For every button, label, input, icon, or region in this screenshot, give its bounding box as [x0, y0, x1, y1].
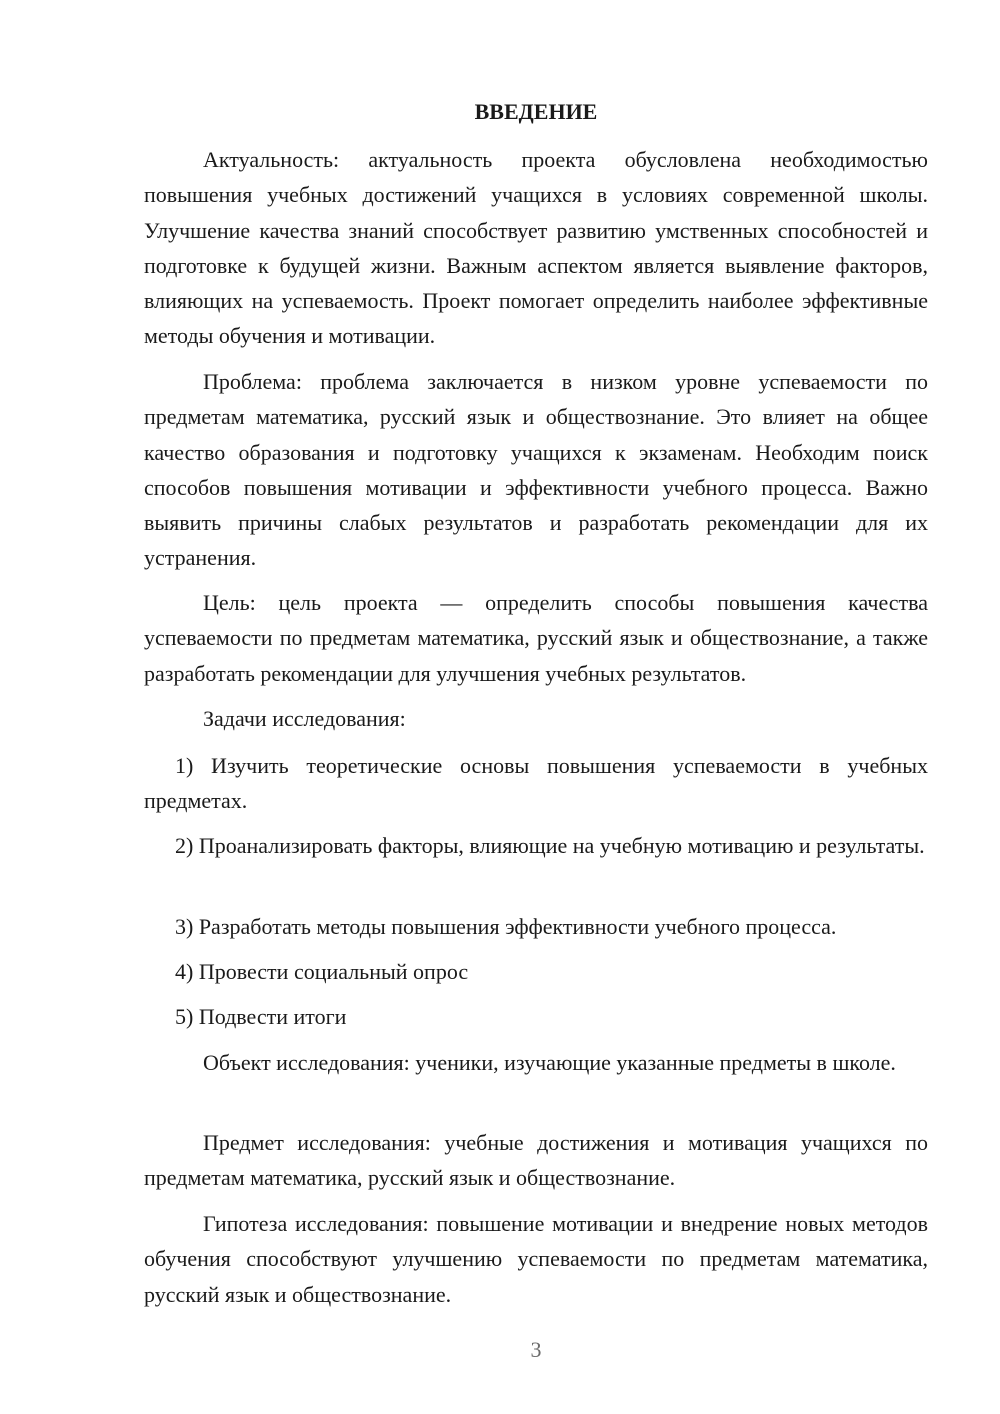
task-item: 1) Изучить теоретические основы повышения успеваемости в учебных предметах.: [144, 753, 928, 814]
hypothesis-paragraph: Гипотеза исследования: повышение мотивации и внедрение новых методов обучения способствуют улучшению успеваемости по предметам математика, русский язык и обществознание.: [144, 1211, 928, 1307]
document-page: [144, 0, 928, 1414]
task-item: 4) Провести социальный опрос: [175, 959, 469, 984]
task-item: 2) Проанализировать факторы, влияющие на учебную мотивацию и результаты.: [175, 833, 925, 858]
task-item: 3) Разработать методы повышения эффективности учебного процесса.: [175, 914, 837, 939]
page-number: 3: [530, 1337, 542, 1362]
section-heading: ВВЕДЕНИЕ: [474, 99, 598, 124]
subject-paragraph: Предмет исследования: учебные достижения и мотивация учащихся по предметам математика, русский язык и обществознание.: [144, 1130, 928, 1191]
relevance-paragraph: Актуальность: актуальность проекта обусловлена необходимостью повышения учебных достижений учащихся в условиях современной школы. Улучшение качества знаний способствует развитию умственных способностей и подготовке к будущей жизни. Важным аспектом является выявление факторов, влияющих на успеваемость. Проект помогает определить наиболее эффективные методы обучения и мотивации.: [144, 147, 928, 349]
object-paragraph: Объект исследования: ученики, изучающие указанные предметы в школе.: [203, 1050, 896, 1075]
goal-paragraph: Цель: цель проекта — определить способы повышения качества успеваемости по предметам математика, русский язык и обществознание, а также разработать рекомендации для улучшения учебных результатов.: [144, 590, 928, 686]
tasks-heading: Задачи исследования:: [203, 706, 406, 731]
problem-paragraph: Проблема: проблема заключается в низком уровне успеваемости по предметам математика, русский язык и обществознание. Это влияет на общее качество образования и подготовку учащихся к экзаменам. Необходим поиск способов повышения мотивации и эффективности учебного процесса. Важно выявить причины слабых результатов и разработать рекомендации для их устранения.: [144, 369, 928, 571]
task-item: 5) Подвести итоги: [175, 1004, 347, 1029]
